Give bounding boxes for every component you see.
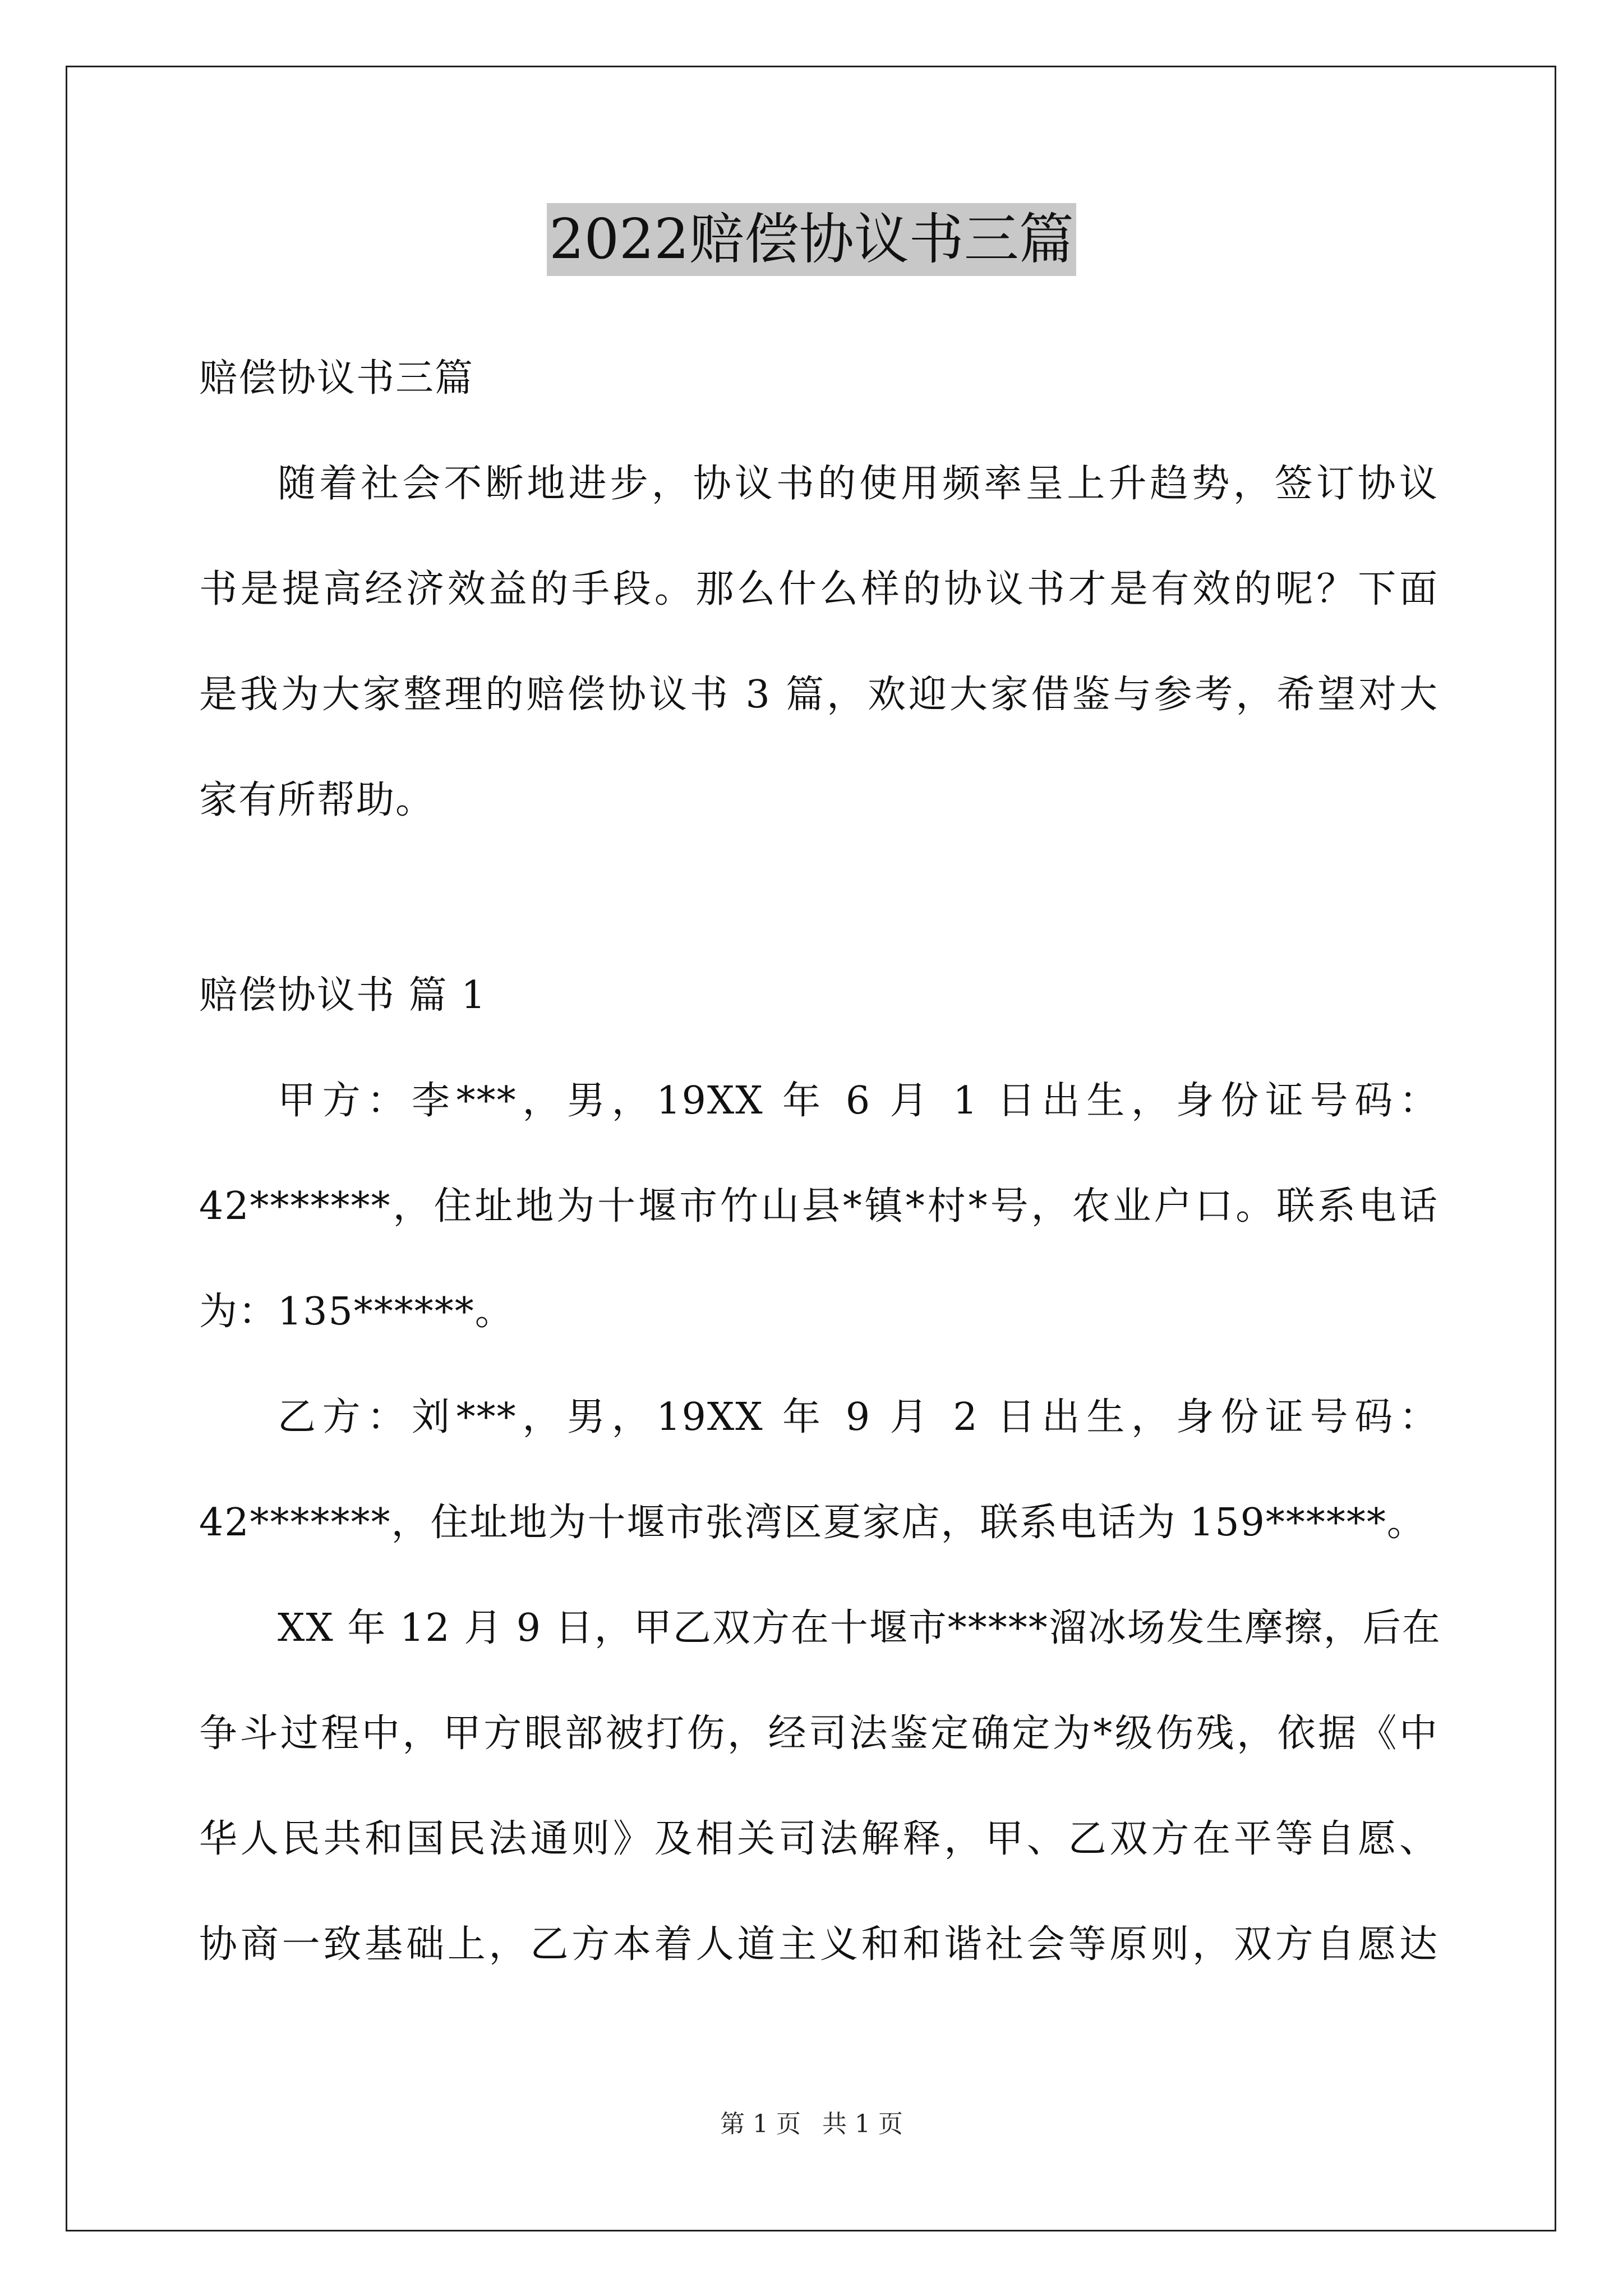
incident-line: 争斗过程中，甲方眼部被打伤，经司法鉴定确定为*级伤残，依据《中	[199, 1711, 1438, 1756]
intro-line: 随着社会不断地进步，协议书的使用频率呈上升趋势，签订协议	[278, 462, 1438, 506]
party-a-line: 甲方：李***，男，19XX 年 6 月 1 日出生，身份证号码：	[278, 1079, 1438, 1123]
document-subtitle: 赔偿协议书三篇	[199, 356, 474, 401]
party-a-line: 为：135******。	[199, 1290, 514, 1334]
page-total: 共 1 页	[822, 2110, 903, 2138]
section-heading: 赔偿协议书 篇 1	[199, 973, 487, 1018]
title-container	[0, 203, 1623, 276]
incident-line: 华人民共和国民法通则》及相关司法解释，甲、乙双方在平等自愿、	[199, 1817, 1438, 1861]
party-a-line: 42*******，住址地为十堰市竹山县*镇*村*号，农业户口。联系电话	[199, 1184, 1438, 1228]
intro-line: 家有所帮助。	[199, 778, 435, 822]
party-b-line: 42*******，住址地为十堰市张湾区夏家店，联系电话为 159******。	[199, 1501, 1426, 1545]
intro-line: 书是提高经济效益的手段。那么什么样的协议书才是有效的呢？下面	[199, 567, 1438, 611]
page-footer	[0, 2104, 1623, 2139]
document-body	[199, 342, 1441, 2014]
party-b-line: 乙方：刘***，男，19XX 年 9 月 2 日出生，身份证号码：	[278, 1395, 1438, 1439]
intro-line: 是我为大家整理的赔偿协议书 3 篇，欢迎大家借鉴与参考，希望对大	[199, 673, 1438, 717]
document-title: 2022赔偿协议书三篇	[547, 203, 1076, 276]
page-number: 第 1 页	[720, 2110, 801, 2138]
incident-line: 协商一致基础上，乙方本着人道主义和和谐社会等原则，双方自愿达	[199, 1922, 1438, 1967]
incident-line: XX 年 12 月 9 日，甲乙双方在十堰市*****溜冰场发生摩擦，后在	[278, 1606, 1441, 1650]
section-spacer	[199, 869, 1438, 959]
